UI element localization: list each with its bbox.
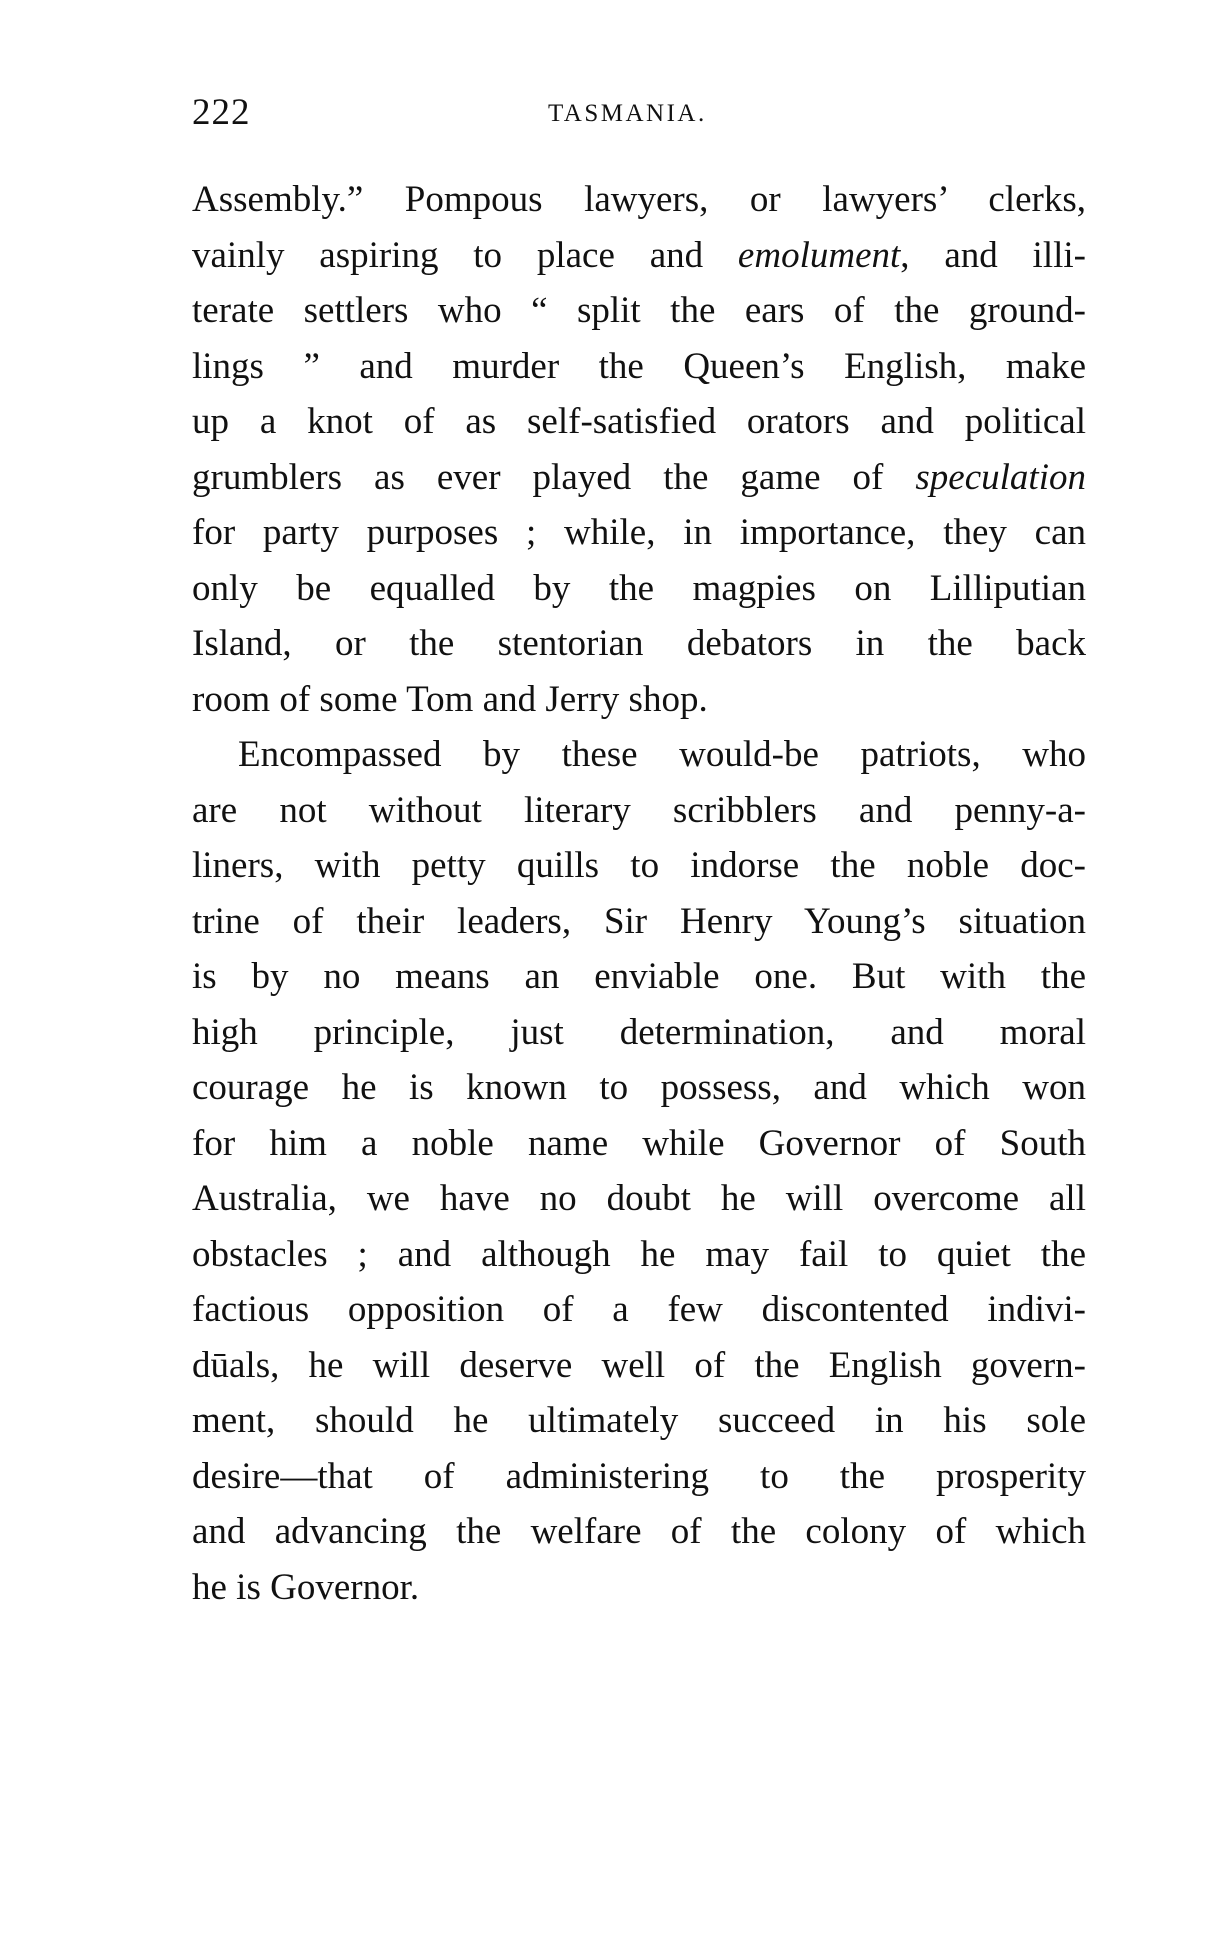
text-line: Encompassed by these would-be patriots, who xyxy=(238,734,1086,775)
text-line: trine of their leaders, Sir Henry Young’s situation xyxy=(192,900,1086,942)
text-line: lings ” and murder the Queen’s English, make xyxy=(192,345,1086,387)
body-text xyxy=(192,172,1086,1615)
text-line: ment, should he ultimately succeed in his sole xyxy=(192,1400,1086,1441)
text-line: courage he is known to possess, and which won xyxy=(192,1067,1086,1108)
page-number: 222 xyxy=(192,92,251,133)
paragraph xyxy=(192,727,1086,1615)
text-line: terate settlers who “ split the ears of the ground- xyxy=(192,290,1086,331)
italic-word: speculation xyxy=(915,456,1086,498)
text-line: high principle, just determination, and moral xyxy=(192,1011,1086,1053)
text-line: vainly aspiring to place and emolument, and illi- xyxy=(192,234,1086,276)
text-line: Assembly.” Pompous lawyers, or lawyers’ clerks, xyxy=(192,179,1086,220)
text-line: he is Governor. xyxy=(192,1566,420,1608)
text-line: factious opposition of a few discontented indivi- xyxy=(192,1289,1086,1330)
text-line: is by no means an enviable one. But with the xyxy=(192,956,1086,997)
text-line: are not without literary scribblers and penny-a- xyxy=(192,789,1086,831)
text-line: for party purposes ; while, in importance, they can xyxy=(192,512,1086,553)
text-line: only be equalled by the magpies on Lilliputian xyxy=(192,567,1086,609)
running-head xyxy=(192,88,1092,138)
text-line: obstacles ; and although he may fail to quiet the xyxy=(192,1233,1086,1275)
text-line: Island, or the stentorian debators in the back xyxy=(192,623,1086,664)
text-line: grumblers as ever played the game of speculation xyxy=(192,456,1086,498)
text-line: dūals, he will deserve well of the English govern- xyxy=(192,1344,1086,1386)
running-title: TASMANIA. xyxy=(548,100,707,127)
text-line: up a knot of as self-satisfied orators and political xyxy=(192,401,1086,442)
text-line: for him a noble name while Governor of South xyxy=(192,1122,1086,1164)
text-line: desire—that of administering to the prosperity xyxy=(192,1455,1086,1497)
text-line: Australia, we have no doubt he will overcome all xyxy=(192,1178,1086,1219)
text-line: liners, with petty quills to indorse the noble doc- xyxy=(192,845,1086,886)
text-line: and advancing the welfare of the colony of which xyxy=(192,1511,1086,1552)
italic-word: emolument xyxy=(737,234,901,276)
paragraph xyxy=(192,172,1086,727)
text-line: room of some Tom and Jerry shop. xyxy=(192,678,708,720)
